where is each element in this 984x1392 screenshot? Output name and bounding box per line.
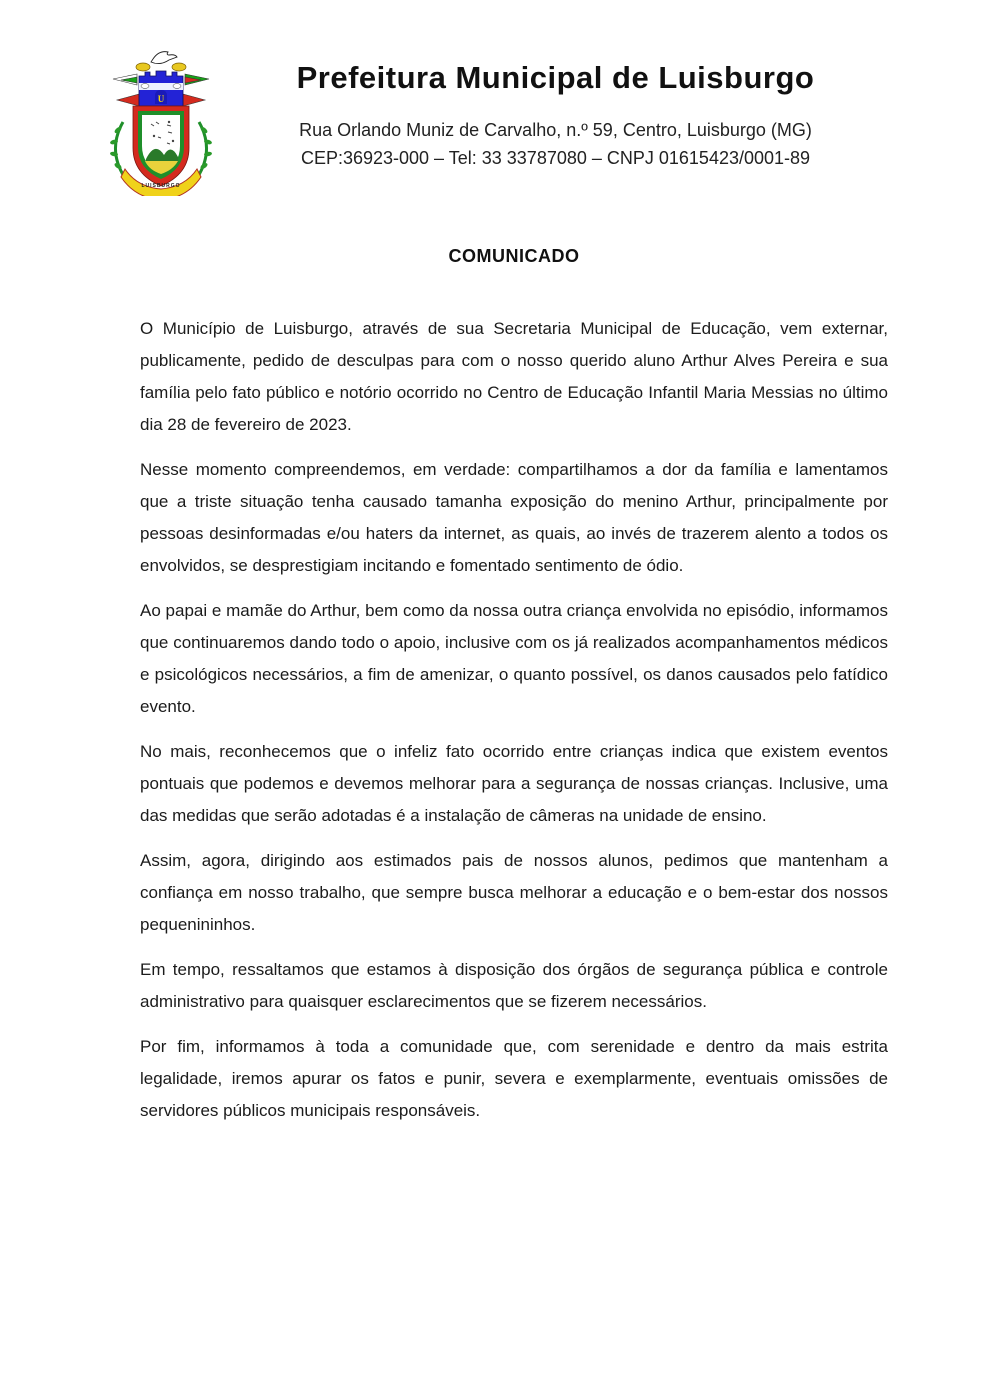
svg-text:U: U xyxy=(157,94,165,104)
dove-crest xyxy=(136,52,186,71)
paragraph-6: Em tempo, ressaltamos que estamos à disposição dos órgãos de segurança pública e controle administrativo para quaisquer esclarecimentos que se fizerem necessários. xyxy=(140,960,888,1011)
paragraph-1: O Município de Luisburgo, através de sua Secretaria Municipal de Educação, vem externar, publicamente, pedido de desculpas para com o nosso querido aluno Arthur Alves Pereira e sua família pelo fato público e notório ocorrido no Centro de Educação Infantil Maria Messias no último dia 28 de fevereiro de 2023. xyxy=(140,319,888,434)
crest-banner-text: LUISBURGO xyxy=(141,183,181,189)
coat-of-arms-icon xyxy=(105,46,217,196)
paragraph-2: Nesse momento compreendemos, em verdade: compartilhamos a dor da família e lamentamos que a triste situação tenha causado tamanha exposição do menino Arthur, principalmente por pessoas desinformadas e/ou haters da internet, as quais, ao invés de trazerem alento a todos os envolvidos, se desprestigiam incitando e fomentado sentimento de ódio. xyxy=(140,460,888,575)
letterhead-address: Rua Orlando Muniz de Carvalho, n.º 59, Centro, Luisburgo (MG) xyxy=(299,120,812,140)
municipal-crest xyxy=(105,46,217,196)
castle xyxy=(139,71,183,106)
letterhead xyxy=(0,0,984,196)
letterhead-title: Prefeitura Municipal de Luisburgo xyxy=(296,60,815,95)
paragraph-4: No mais, reconhecemos que o infeliz fato ocorrido entre crianças indica que existem eventos pontuais que podemos e devemos melhorar para a segurança de nossas crianças. Inclusive, uma das medidas que serão adotadas é a instalação de câmeras na unidade de ensino. xyxy=(140,742,888,825)
document-heading: COMUNICADO xyxy=(448,246,580,266)
letter-body xyxy=(140,246,888,1127)
shield xyxy=(133,106,189,186)
paragraph-3: Ao papai e mamãe do Arthur, bem como da nossa outra criança envolvida no episódio, informamos que continuaremos dando todo o apoio, inclusive com os já realizados acompanhamentos médicos e psicológicos necessários, a fim de amenizar, o quanto possível, os danos causados pelo fatídico evento. xyxy=(140,601,888,716)
letterhead-contact: CEP:36923-000 – Tel: 33 33787080 – CNPJ 01615423/0001-89 xyxy=(300,148,811,168)
letterhead-text xyxy=(217,46,894,172)
paragraph-7: Por fim, informamos à toda a comunidade que, com serenidade e dentro da mais estrita legalidade, iremos apurar os fatos e punir, severa e exemplarmente, eventuais omissões de servidores públicos municipais responsáveis. xyxy=(140,1037,888,1120)
paragraph-5: Assim, agora, dirigindo aos estimados pais de nossos alunos, pedimos que mantenham a confiança em nosso trabalho, que sempre busca melhorar a educação e o bem-estar dos nossos pequenininhos. xyxy=(140,851,888,934)
